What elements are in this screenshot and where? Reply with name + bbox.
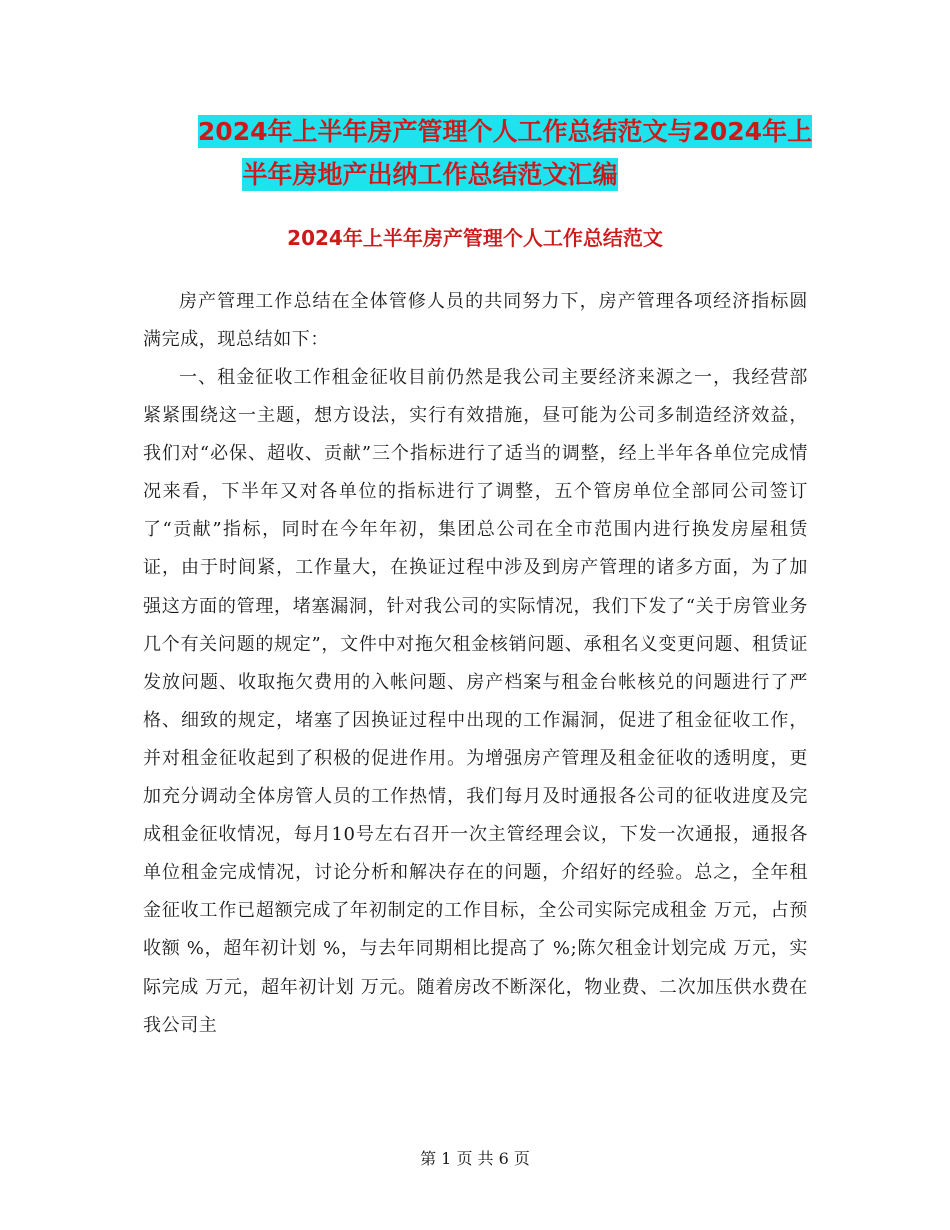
section-title: 2024年上半年房产管理个人工作总结范文 [287, 226, 663, 250]
document-title-line-2 [0, 153, 905, 197]
body-paragraph-intro: 房产管理工作总结在全体管修人员的共同努力下，房产管理各项经济指标圆满完成，现总结如下： [143, 291, 808, 351]
page-footer: 第 1 页 共 6 页 [420, 1149, 530, 1168]
title-highlight-1: 2024年上半年房产管理个人工作总结范文与2024年上 [197, 117, 813, 146]
body-paragraph-rent-collection: 一、租金征收工作租金征收目前仍然是我公司主要经济来源之一，我经营部紧紧围绕这一主题，想方设法，实行有效措施，昼可能为公司多制造经济效益，我们对“必保、超收、贡献”三个指标进行了适当的调整，经上半年各单位完成情况来看，下半年又对各单位的指标进行了调整，五个管房单位全部同公司签订了“贡献”指标，同时在今年年初，集团总公司在全市范围内进行换发房屋租赁证，由于时间紧，工作量大，在换证过程中涉及到房产管理的诸多方面，为了加强这方面的管理，堵塞漏洞，针对我公司的实际情况，我们下发了“关于房管业务几个有关问题的规定”，文件中对拖欠租金核销问题、承租名义变更问题、租赁证发放问题、收取拖欠费用的入帐问题、房产档案与租金台帐核兑的问题进行了严格、细致的规定，堵塞了因换证过程中出现的工作漏洞，促进了租金征收工作，并对租金征收起到了积极的促进作用。为增强房产管理及租金征收的透明度，更加充分调动全体房管人员的工作热情，我们每月及时通报各公司的征收进度及完成租金征收情况，每月10号左右召开一次主管经理会议，下发一次通报，通报各单位租金完成情况，讨论分析和解决存在的问题，介绍好的经验。总之，全年租金征收工作已超额完成了年初制定的工作目标，全公司实际完成租金 万元，占预收额 %，超年初计划 %，与去年同期相比提高了 %;陈欠租金计划完成 万元，实际完成 万元，超年初计划 万元。随着房改不断深化，物业费、二次加压供水费在我公司主 [143, 367, 808, 1036]
title-highlight-2: 半年房地产出纳工作总结范文汇编 [242, 160, 618, 189]
document-title-line-1 [30, 110, 950, 154]
